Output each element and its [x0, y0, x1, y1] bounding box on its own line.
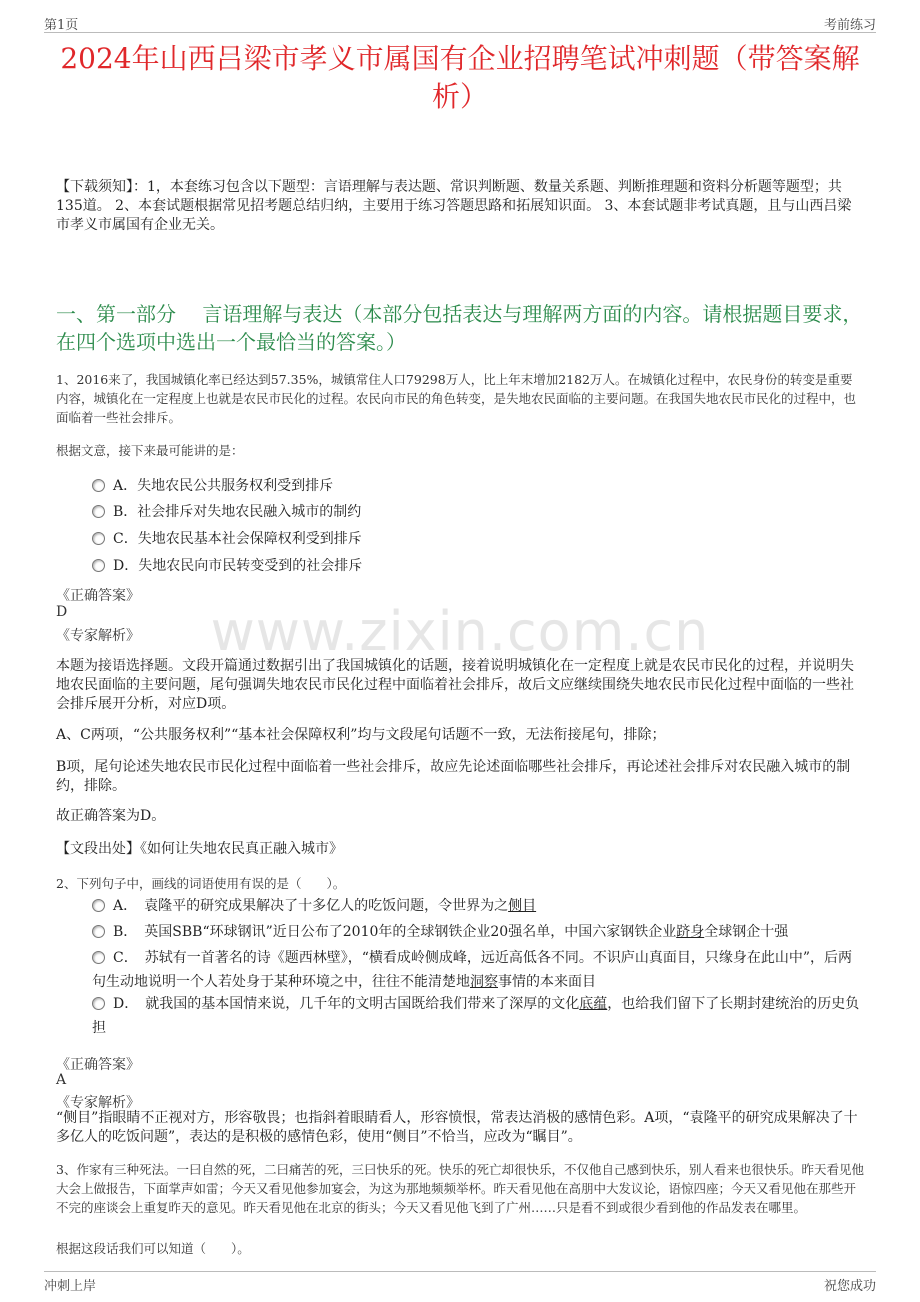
q1-option-d[interactable]: D．失地农民向市民转变受到的社会排斥	[92, 554, 864, 578]
radio-icon[interactable]	[92, 925, 105, 938]
question-3-prompt: 根据这段话我们可以知道（ ）。	[56, 1241, 250, 1256]
q1-analysis-p1: 本题为接语选择题。文段开篇通过数据引出了我国城镇化的话题，接着说明城镇化在一定程度上就是农民市民化的过程，并说明失地农民面临的主要问题，尾句强调失地农民市民化过程中面临着社会排斥，故后文应继续围绕失地农民市民化过程中面临的一些社会排斥展开分析，对应D项。	[56, 658, 854, 712]
document-title: 2024年山西吕梁市孝义市属国有企业招聘笔试冲刺题（带答案解析）	[60, 42, 860, 113]
question-1-prompt: 根据文意，接下来最可能讲的是：	[56, 443, 244, 458]
q1-analysis-p3: B项，尾句论述失地农民市民化过程中面临着一些社会排斥，故应先论述面临哪些社会排斥，再论述社会排斥对农民融入城市的制约，排除。	[56, 759, 851, 794]
q1-answer-label: 《正确答案》	[56, 588, 140, 604]
q2-analysis-label: 《专家解析》	[56, 1095, 140, 1111]
q2-answer-value: A	[56, 1072, 67, 1088]
underlined-word: 洞察	[470, 974, 498, 990]
page-header	[44, 12, 876, 33]
radio-icon[interactable]	[92, 951, 105, 964]
underlined-word: 侧目	[508, 898, 537, 914]
question-3-stem: 3、作家有三种死法。一曰自然的死，二曰痛苦的死，三曰快乐的死。快乐的死亡却很快乐，不仅他自己感到快乐，别人看来也很快乐。昨天看见他大会上做报告，下面掌声如雷；今天又看见他参加宴会，为这为那地频频举杯。昨天看见他在高朋中大发议论，语惊四座；今天又看见他在那些开不完的座谈会上重复昨天的意见。昨天看见他在北京的街头；今天又看见他飞到了广州……只是看不到或很少看到他的作品发表在哪里。	[56, 1162, 864, 1215]
radio-icon[interactable]	[92, 505, 105, 518]
radio-icon[interactable]	[92, 479, 105, 492]
page-number: 第1页	[44, 18, 79, 33]
footer-left: 冲刺上岸	[44, 1279, 97, 1294]
footer-right: 祝您成功	[823, 1279, 876, 1294]
radio-icon[interactable]	[92, 559, 105, 572]
radio-icon[interactable]	[92, 899, 105, 912]
page-footer	[44, 1271, 876, 1292]
radio-icon[interactable]	[92, 532, 105, 545]
q2-option-d[interactable]: D． 就我国的基本国情来说，几千年的文明古国既给我们带来了深厚的文化底蕴，也给我们留下了长期封建统治的历史负担	[92, 996, 860, 1036]
section-heading: 一、第一部分 言语理解与表达（本部分包括表达与理解两方面的内容。请根据题目要求，在四个选项中选出一个最恰当的答案。）	[56, 302, 863, 354]
q1-answer-value: D	[56, 604, 68, 620]
q2-option-c[interactable]: C． 苏轼有一首著名的诗《题西林壁》，“横看成岭侧成峰，远近高低各不同。不识庐山真面目，只缘身在此山中”，后两句生动地说明一个人若处身于某种环境之中，往往不能清楚地洞察事情的本来面目	[92, 950, 853, 990]
underlined-word: 底蕴	[579, 996, 608, 1012]
question-2-stem: 2、下列句子中，画线的词语使用有误的是（ ）。	[56, 876, 346, 891]
q2-analysis: “侧目”指眼睛不正视对方，形容敬畏；也指斜着眼睛看人，形容愤恨，常表达消极的感情色彩。A项，“袁隆平的研究成果解决了十多亿人的吃饭问题”，表达的是积极的感情色彩，使用“侧目”不恰当，应改为“瞩目”。	[56, 1110, 858, 1145]
question-1-stem: 1、2016来了，我国城镇化率已经达到57.35%，城镇常住人口79298万人，比上年末增加2182万人。在城镇化过程中，农民身份的转变是重要内容，城镇化在一定程度上也就是农民市民化的过程。农民向市民的角色转变，是失地农民面临的主要问题。在我国失地农民市民化的过程中，也面临着一些社会排斥。	[56, 372, 857, 425]
q1-analysis-p2: A、C两项，“公共服务权利”“基本社会保障权利”均与文段尾句话题不一致，无法衔接尾句，排除；	[56, 727, 666, 743]
download-notice: 【下载须知】：1，本套练习包含以下题型：言语理解与表达题、常识判断题、数量关系题、判断推理题和资料分析题等题型；共135道。 2、本套试题根据常见招考题总结归纳，主要用于练习答题思路和拓展知识面。 3、本套试题非考试真题，且与山西吕梁市孝义市属国有企业无关。	[56, 179, 852, 233]
q2-answer-label: 《正确答案》	[56, 1057, 140, 1073]
q1-source: 【文段出处】《如何让失地农民真正融入城市》	[56, 841, 343, 857]
q1-analysis-p4: 故正确答案为D。	[56, 808, 166, 824]
q1-option-b[interactable]: B．社会排斥对失地农民融入城市的制约	[92, 500, 864, 524]
underlined-word: 跻身	[676, 924, 705, 940]
q2-option-a[interactable]: A． 袁隆平的研究成果解决了十多亿人的吃饭问题，令世界为之侧目	[92, 894, 864, 918]
watermark: www.zixin.com.cn	[210, 600, 710, 663]
radio-icon[interactable]	[92, 997, 105, 1010]
q1-option-c[interactable]: C．失地农民基本社会保障权利受到排斥	[92, 527, 864, 551]
header-tag: 考前练习	[823, 18, 876, 33]
q1-analysis-label: 《专家解析》	[56, 628, 140, 644]
q1-option-a[interactable]: A．失地农民公共服务权利受到排斥	[92, 474, 864, 498]
q2-option-b[interactable]: B． 英国SBB“环球钢讯”近日公布了2010年的全球钢铁企业20强名单，中国六家钢铁企业跻身全球钢企十强	[92, 920, 864, 944]
